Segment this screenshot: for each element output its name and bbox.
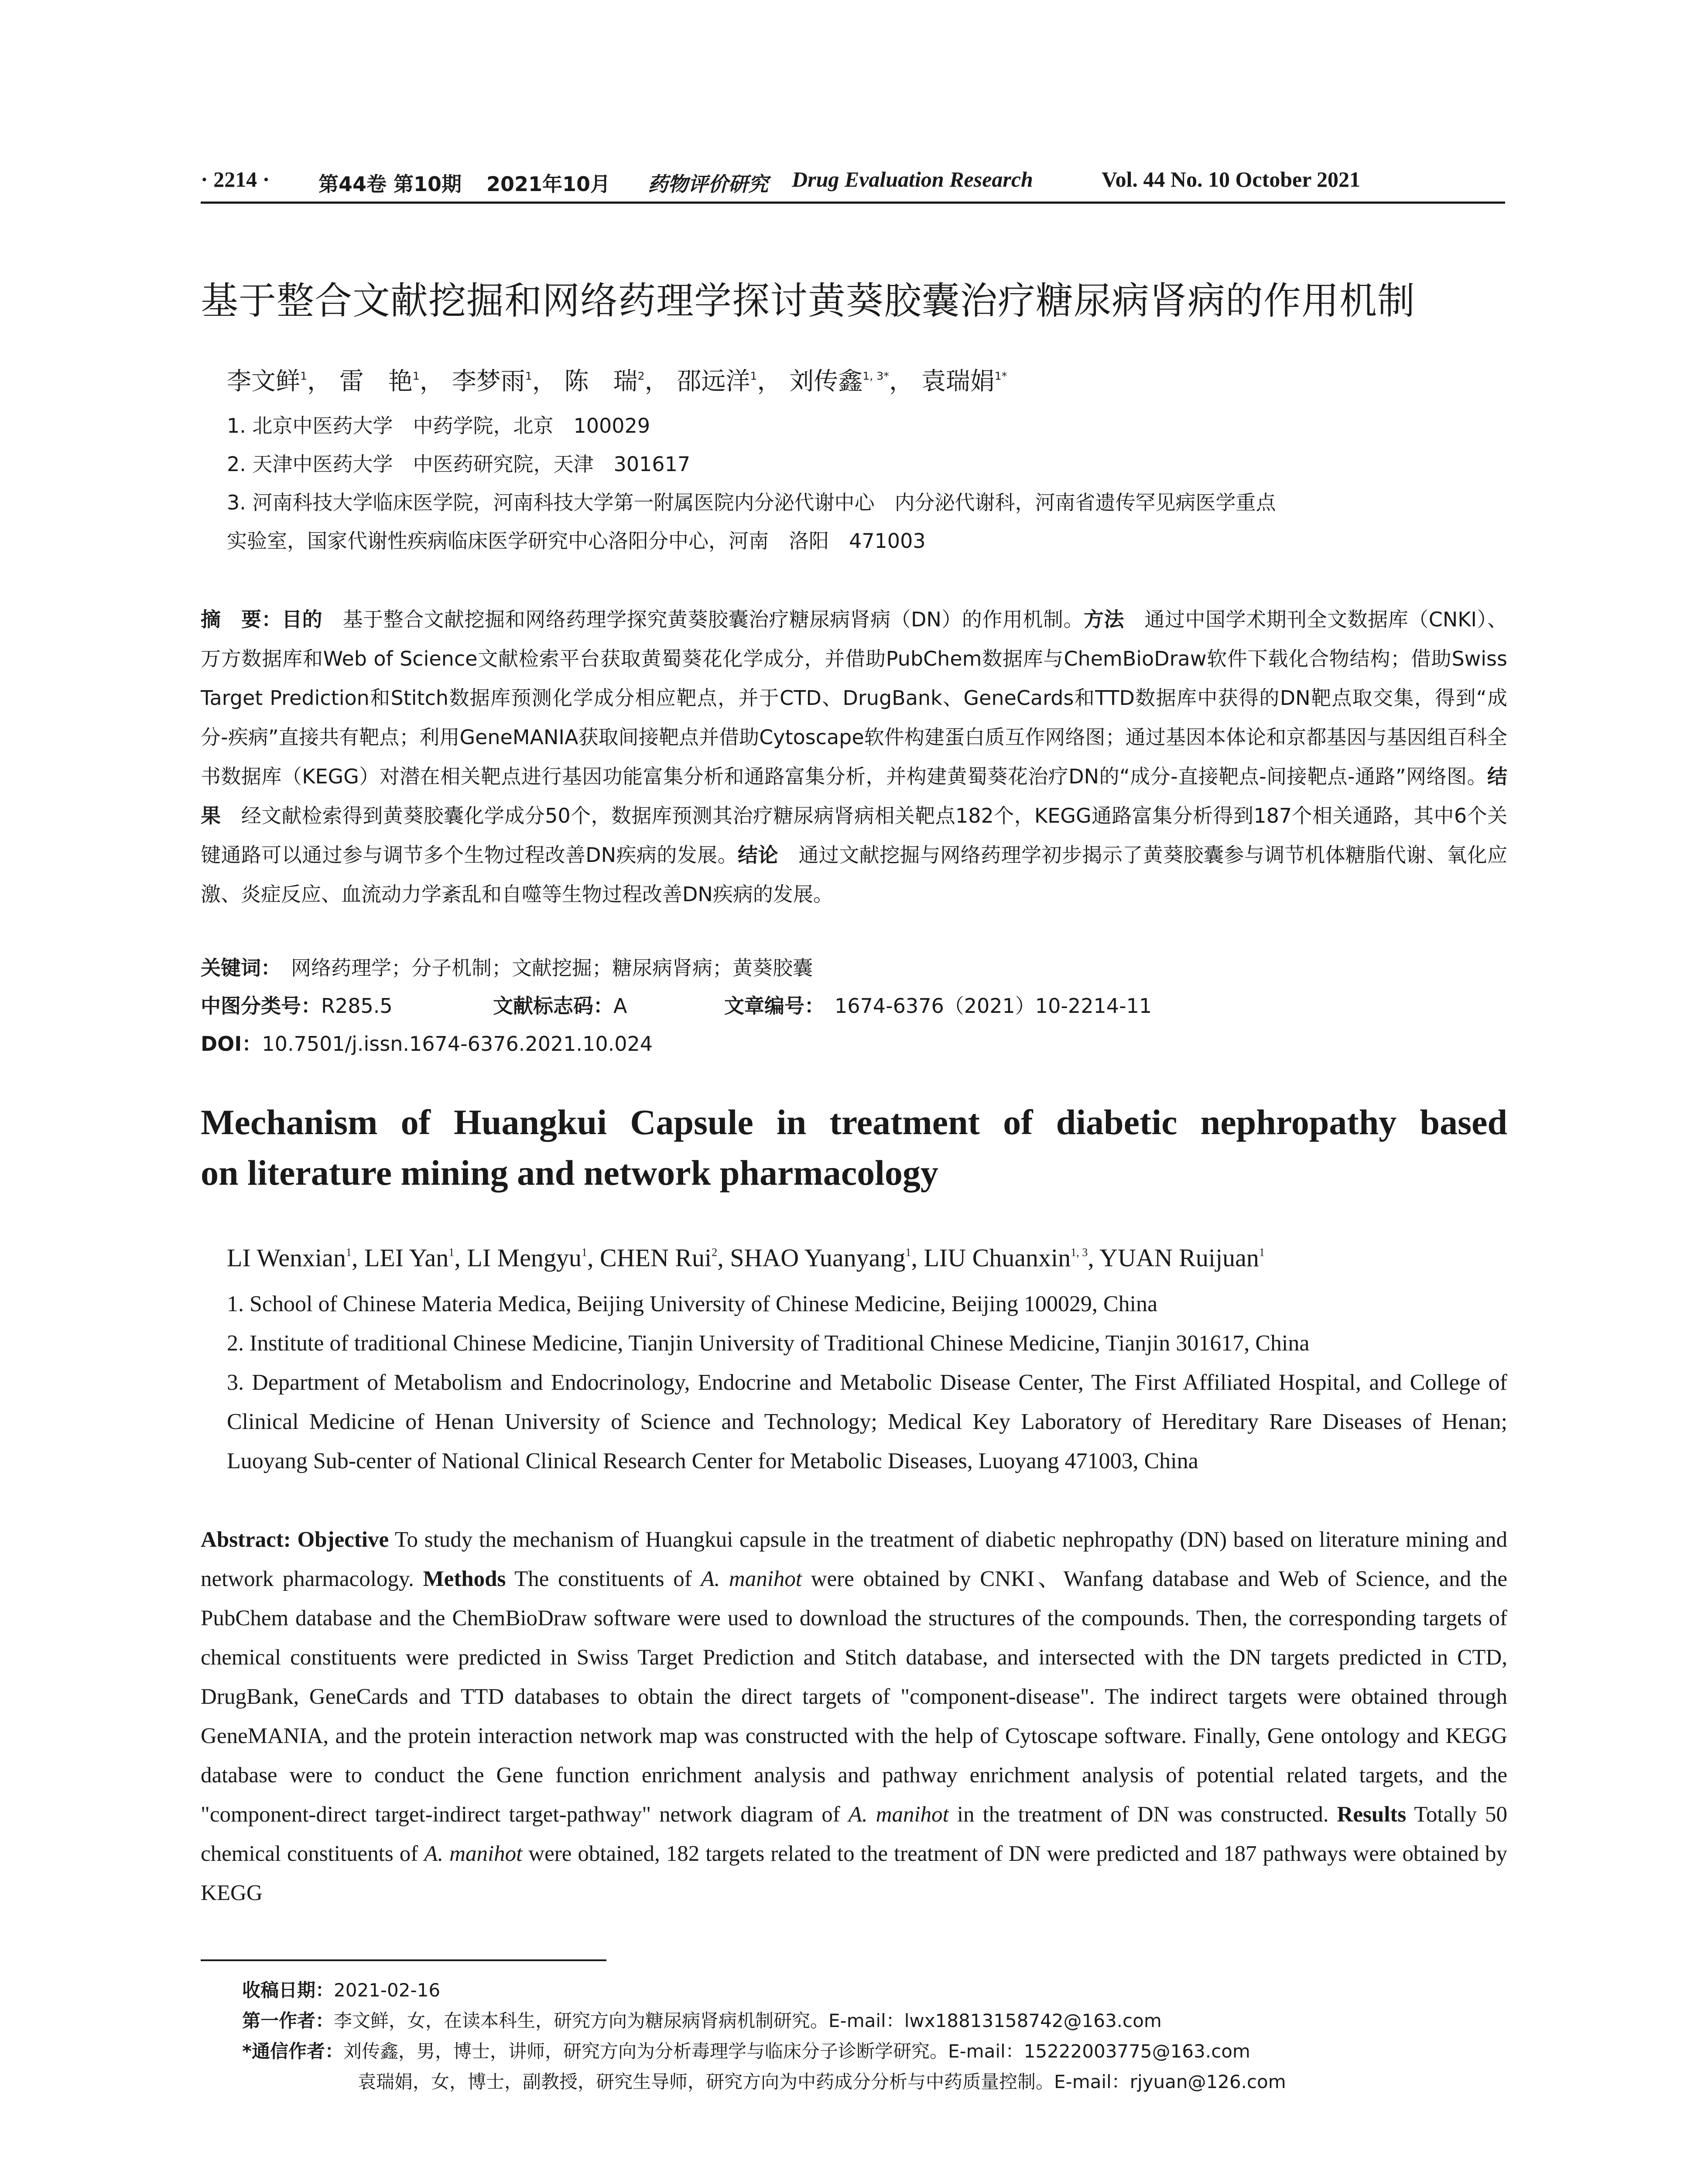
authors-cn: 李文鲜$^1$， 雷 艳$^1$， 李梦雨$^1$， 陈 瑞$^2$， 邵远洋$^1$， 刘传鑫$^{1, 3*}$， 袁瑞娟$^{1*}$: [227, 367, 1007, 396]
author-cn: 陈 瑞: [564, 367, 638, 396]
author-cn: 李文鲜: [227, 367, 300, 396]
author-cn: 袁瑞娟: [921, 367, 995, 396]
footnote-corresponding: *通信作者：刘传鑫，男，博士，讲师，研究方向为分析毒理学与临床分子诊断学研究。E-mail：15222003775@163.com: [242, 2041, 1250, 2062]
title-en: Mechanism of Huangkui Capsule in treatment of diabetic nephropathy based on literature mining and network pharmacology: [201, 1102, 1507, 1193]
journal-logo: 药物评价研究: [648, 172, 768, 196]
author-cn: 李梦雨: [452, 367, 525, 396]
footnote-received: 收稿日期：2021-02-16: [242, 1979, 441, 2001]
footnote-first-author: 第一作者：李文鲜，女，在读本科生，研究方向为糖尿病肾病机制研究。E-mail：lwx18813158742@163.com: [242, 2010, 1162, 2031]
date-cn: 2021年10月: [486, 172, 611, 196]
header-rule: [201, 202, 1505, 204]
author-cn: 雷 艳: [339, 367, 413, 396]
abstract-cn: 摘 要：目的 基于整合文献挖掘和网络药理学探究黄葵胶囊治疗糖尿病肾病（DN）的作用机制。方法 通过中国学术期刊全文数据库（CNKI）、万方数据库和Web of Science文献检索平台获取黄蜀葵花化学成分，并借助PubChem数据库与ChemBioDraw软件下载化合物结构；借助Swiss Target Prediction和Stitch数据库预测化学成分相应靶点，并于CTD、DrugBank、GeneCards和TTD数据库中获得的DN靶点取交集，得到“成分-疾病”直接共有靶点；利用GeneMANIA获取间接靶点并借助Cytoscape软件构建蛋白质互作网络图；通过基因本体论和京都基因与基因组百科全书数据库（KEGG）对潜在相关靶点进行基因功能富集分析和通路富集分析，并构建黄蜀葵花治疗DN的“成分-直接靶点-间接靶点-通路”网络图。结果 经文献检索得到黄葵胶囊化学成分50个，数据库预测其治疗糖尿病肾病相关靶点182个，KEGG通路富集分析得到187个相关通路，其中6个关键通路可以通过参与调节多个生物过程改善DN疾病的发展。结论 通过文献挖掘与网络药理学初步揭示了黄葵胶囊参与调节机体糖脂代谢、氧化应激、炎症反应、血流动力学紊乱和自噬等生物过程改善DN疾病的发展。: [201, 608, 1508, 906]
affiliation-en-3: 3. Department of Metabolism and Endocrinology, Endocrine and Metabolic Disease Center, The First Affiliated Hospital, and College of Clinical Medicine of Henan University of Science and Technology; Medical Key Laboratory of Hereditary Rare Diseases of Henan; Luoyang Sub-center of National Clinical Research Center for Metabolic Diseases, Luoyang 471003, China: [227, 1370, 1507, 1473]
page-number: · 2214 ·: [201, 167, 270, 191]
journal-name-en: Drug Evaluation Research: [792, 167, 1033, 191]
affiliation-cn-1: 1. 北京中医药大学 中药学院，北京 100029: [227, 414, 650, 438]
doi-line: DOI：10.7501/j.issn.1674-6376.2021.10.024: [201, 1032, 653, 1056]
affiliation-en-2: 2. Institute of traditional Chinese Medicine, Tianjin University of Traditional Chinese Medicine, Tianjin 301617, China: [227, 1331, 1310, 1356]
footnote-corresponding-2: 袁瑞娟，女，博士，副教授，研究生导师，研究方向为中药成分分析与中药质量控制。E-mail：rjyuan@126.com: [358, 2071, 1286, 2092]
authors-en: LI Wenxian$^1$, LEI Yan$^1$, LI Mengyu$^1$, CHEN Rui$^2$, SHAO Yuanyang$^1$, LIU Chuanxin$^{1, 3}$, YUAN Ruijuan$^1$: [227, 1244, 1265, 1272]
author-cn: 邵远洋: [677, 367, 750, 396]
footnote-rule: [201, 1959, 606, 1961]
affiliation-en-1: 1. School of Chinese Materia Medica, Beijing University of Chinese Medicine, Beijing 100029, China: [227, 1292, 1158, 1316]
title-cn: 基于整合文献挖掘和网络药理学探讨黄葵胶囊治疗糖尿病肾病的作用机制: [201, 279, 1415, 323]
volume-en: Vol. 44 No. 10 October 2021: [1102, 167, 1361, 191]
affiliation-cn-3: 3. 河南科技大学临床医学院，河南科技大学第一附属医院内分泌代谢中心 内分泌代谢科，河南省遗传罕见病医学重点: [227, 491, 1276, 514]
affiliation-cn-2: 2. 天津中医药大学 中医药研究院，天津 301617: [227, 452, 691, 476]
volume-cn: 第44卷 第10期: [318, 172, 462, 196]
running-header: [201, 167, 1505, 202]
abstract-en: Abstract: Objective To study the mechanism of Huangkui capsule in the treatment of diabetic nephropathy (DN) based on literature mining and network pharmacology. Methods The constituents of A. manihot were obtained by CNKI、Wanfang database and Web of Science, and the PubChem database and the ChemBioDraw software were used to download the structures of the compounds. Then, the corresponding targets of chemical constituents were predicted in Swiss Target Prediction and Stitch database, and intersected with the DN targets predicted in CTD, DrugBank, GeneCards and TTD databases to obtain the direct targets of "component-disease". The indirect targets were obtained through GeneMANIA, and the protein interaction network map was constructed with the help of Cytoscape software. Finally, Gene ontology and KEGG database were to conduct the Gene function enrichment analysis and pathway enrichment analysis of potential related targets, and the "component-direct target-indirect target-pathway" network diagram of A. manihot in the treatment of DN was constructed. Results Totally 50 chemical constituents of A. manihot were obtained, 182 targets related to the treatment of DN were predicted and 187 pathways were obtained by KEGG: [201, 1528, 1508, 1905]
author-cn: 刘传鑫: [789, 367, 863, 396]
affiliation-cn-3-cont: 实验室，国家代谢性疾病临床医学研究中心洛阳分中心，河南 洛阳 471003: [227, 529, 926, 553]
keywords-cn: 关键词： 网络药理学；分子机制；文献挖掘；糖尿病肾病；黄葵胶囊: [201, 956, 813, 980]
